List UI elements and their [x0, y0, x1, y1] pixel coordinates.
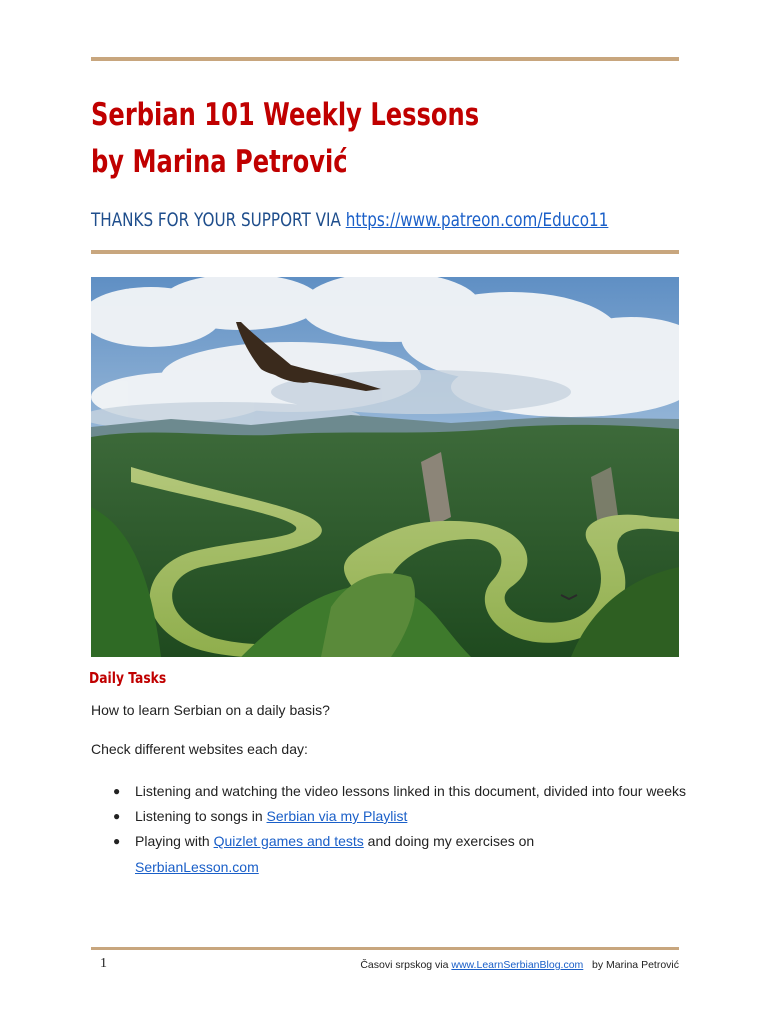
bullet-icon: ●: [113, 784, 121, 798]
intro-question: How to learn Serbian on a daily basis?: [91, 702, 330, 718]
list-item: [91, 828, 686, 880]
daily-task-list: [91, 778, 686, 879]
list-item: [91, 778, 686, 804]
page-number: 1: [100, 956, 107, 971]
intro-instruction: Check different websites each day:: [91, 741, 308, 757]
bullet-icon: ●: [113, 809, 121, 823]
document-title-line-2: by Marina Petrović: [91, 144, 348, 180]
footer-prefix: Časovi srpskog via: [360, 959, 452, 971]
header-divider: [91, 250, 679, 254]
task-text: Listening to songs in: [135, 808, 267, 824]
support-line: [91, 210, 608, 231]
section-heading-daily-tasks: Daily Tasks: [89, 669, 167, 687]
footer-suffix: by Marina Petrović: [583, 959, 679, 971]
task-text: Listening and watching the video lessons linked in this document, divided into four weeks: [135, 783, 686, 799]
task-text: and doing my exercises on: [363, 833, 535, 849]
patreon-link[interactable]: https://www.patreon.com/Educo11: [345, 209, 609, 231]
playlist-link[interactable]: Serbian via my Playlist: [266, 808, 408, 824]
blog-link[interactable]: www.LearnSerbianBlog.com: [451, 959, 584, 971]
quizlet-link[interactable]: Quizlet games and tests: [213, 833, 364, 849]
list-item: [91, 803, 686, 829]
footer-divider: [91, 947, 679, 950]
serbianlesson-link[interactable]: SerbianLesson.com: [135, 859, 259, 875]
support-prefix: THANKS FOR YOUR SUPPORT VIA: [91, 209, 341, 231]
top-divider: [91, 57, 679, 61]
hero-image-canyon-eagle: [91, 277, 679, 657]
document-title-line-1: Serbian 101 Weekly Lessons: [91, 97, 480, 133]
bullet-icon: ●: [113, 834, 121, 848]
footer-credit: [360, 959, 679, 971]
task-text: Playing with: [135, 833, 214, 849]
